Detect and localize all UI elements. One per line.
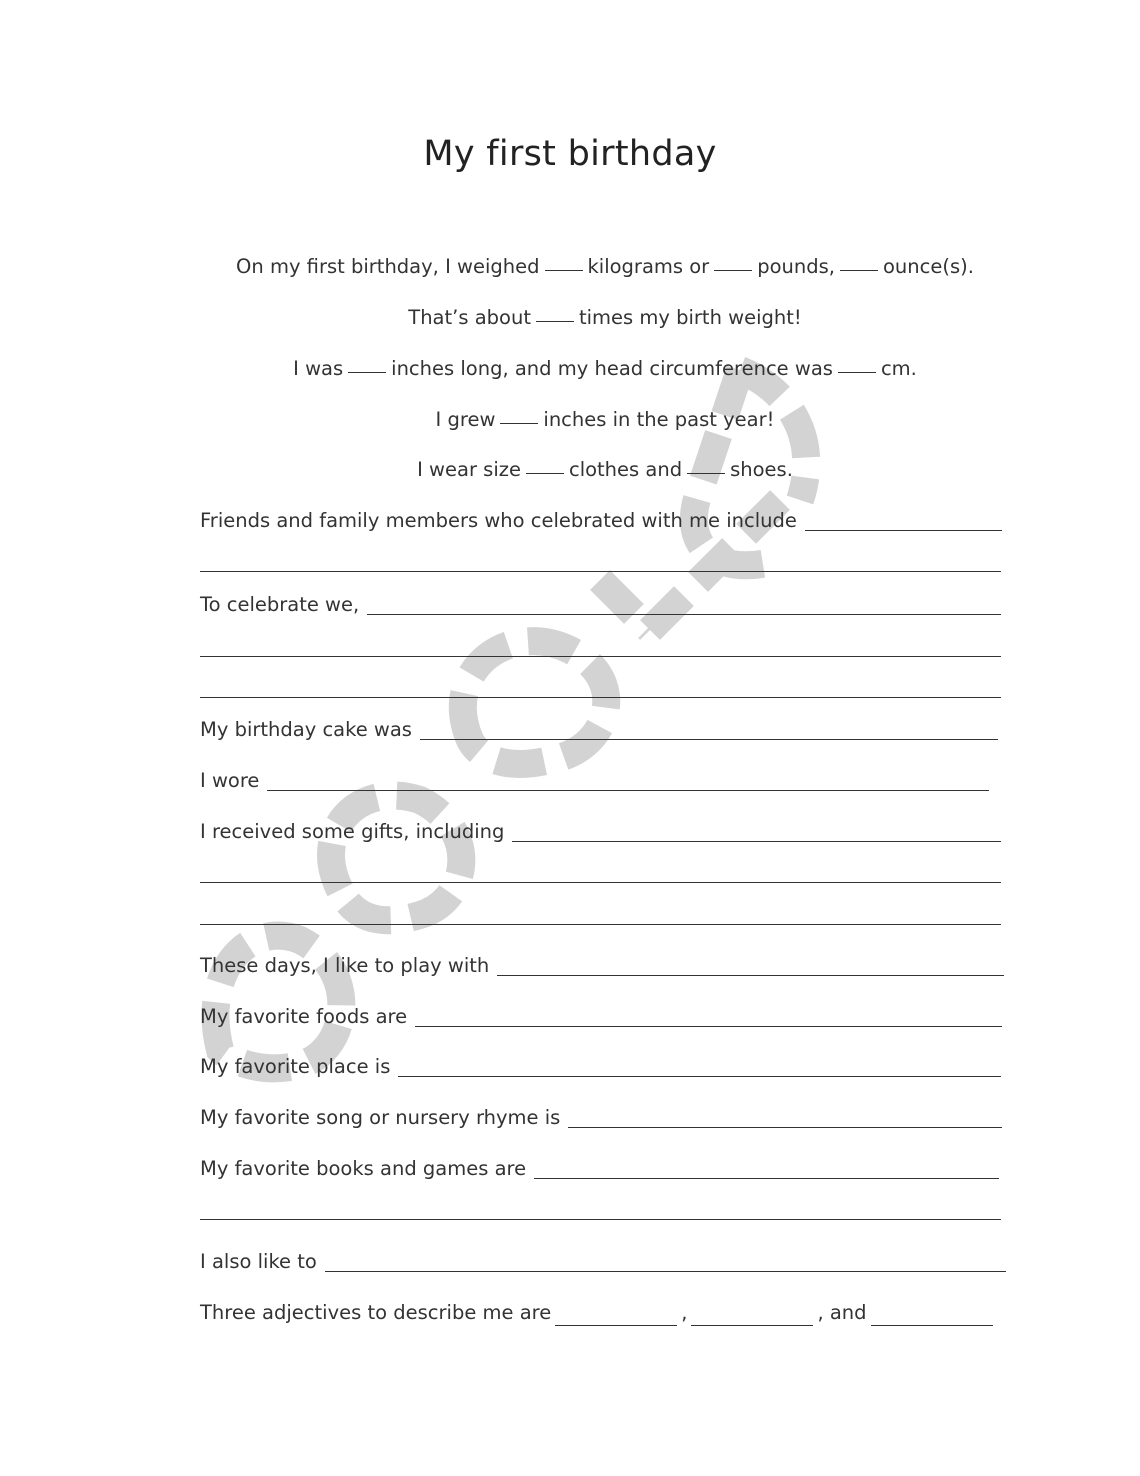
- also-field: [200, 1249, 1006, 1275]
- ounces-blank[interactable]: [840, 269, 878, 271]
- adjectives-label: Three adjectives to describe me are: [200, 1301, 552, 1324]
- celebrate-extra-line-2[interactable]: [200, 697, 1001, 698]
- books-label: My favorite books and games are: [200, 1157, 527, 1180]
- cake-blank[interactable]: [420, 738, 998, 740]
- length-text-3: cm.: [880, 357, 917, 380]
- play-label: These days, I like to play with: [200, 954, 490, 977]
- adjective-comma: ,: [681, 1301, 688, 1324]
- weight-text-1: On my first birthday, I weighed: [236, 255, 540, 278]
- place-label: My favorite place is: [200, 1055, 391, 1078]
- foods-field: [200, 1004, 1002, 1030]
- friends-blank[interactable]: [805, 529, 1002, 531]
- song-blank[interactable]: [568, 1126, 1002, 1128]
- foods-label: My favorite foods are: [200, 1005, 408, 1028]
- place-blank[interactable]: [398, 1075, 1001, 1077]
- pounds-blank[interactable]: [714, 269, 752, 271]
- song-field: [200, 1105, 1002, 1131]
- grew-text-1: I grew: [435, 408, 496, 431]
- times-blank[interactable]: [536, 320, 574, 322]
- weight-text-4: ounce(s).: [882, 255, 974, 278]
- books-blank[interactable]: [534, 1177, 999, 1179]
- length-text-2: inches long, and my head circumference was: [391, 357, 833, 380]
- gifts-label: I received some gifts, including: [200, 820, 505, 843]
- about-text-2: times my birth weight!: [578, 306, 802, 329]
- grew-line: [0, 407, 1140, 433]
- gifts-field: [200, 819, 1001, 845]
- length-blank[interactable]: [348, 371, 386, 373]
- size-text-2: clothes and: [568, 458, 683, 481]
- birth-weight-line: [0, 305, 1140, 331]
- head-circumference-blank[interactable]: [838, 371, 876, 373]
- friends-label: Friends and family members who celebrated with me include: [200, 509, 797, 532]
- about-text-1: That’s about: [408, 306, 531, 329]
- adjective-3-blank[interactable]: [871, 1324, 993, 1326]
- weight-text-2: kilograms or: [587, 255, 710, 278]
- kilograms-blank[interactable]: [545, 269, 583, 271]
- celebrate-field: [200, 592, 1001, 618]
- gifts-blank[interactable]: [512, 840, 1001, 842]
- weight-text-3: pounds,: [757, 255, 835, 278]
- cake-field: [200, 717, 998, 743]
- cake-label: My birthday cake was: [200, 718, 412, 741]
- play-blank[interactable]: [497, 974, 1004, 976]
- weight-line: [0, 254, 1140, 280]
- foods-blank[interactable]: [415, 1025, 1002, 1027]
- place-field: [200, 1054, 1001, 1080]
- friends-field: [200, 508, 1002, 534]
- clothes-size-blank[interactable]: [526, 472, 564, 474]
- celebrate-blank[interactable]: [367, 613, 1001, 615]
- gifts-extra-line-2[interactable]: [200, 924, 1001, 925]
- length-line: [0, 356, 1140, 382]
- size-text-3: shoes.: [730, 458, 793, 481]
- song-label: My favorite song or nursery rhyme is: [200, 1106, 561, 1129]
- adjective-and: , and: [817, 1301, 867, 1324]
- adjective-2-blank[interactable]: [691, 1324, 813, 1326]
- grew-blank[interactable]: [500, 422, 538, 424]
- books-extra-line[interactable]: [200, 1219, 1001, 1220]
- wore-field: [200, 768, 989, 794]
- wore-blank[interactable]: [267, 789, 989, 791]
- shoe-size-blank[interactable]: [687, 472, 725, 474]
- friends-extra-line[interactable]: [200, 571, 1001, 572]
- also-label: I also like to: [200, 1250, 317, 1273]
- wore-label: I wore: [200, 769, 260, 792]
- celebrate-label: To celebrate we,: [200, 593, 360, 616]
- page-title: My first birthday: [423, 134, 717, 174]
- size-text-1: I wear size: [417, 458, 521, 481]
- size-line: [0, 457, 1140, 483]
- gifts-extra-line-1[interactable]: [200, 882, 1001, 883]
- books-field: [200, 1156, 999, 1182]
- celebrate-extra-line-1[interactable]: [200, 656, 1001, 657]
- also-blank[interactable]: [325, 1270, 1006, 1272]
- adjective-1-blank[interactable]: [555, 1324, 677, 1326]
- play-field: [200, 953, 1004, 979]
- length-text-1: I was: [293, 357, 344, 380]
- grew-text-2: inches in the past year!: [543, 408, 775, 431]
- adjectives-field: [200, 1300, 997, 1326]
